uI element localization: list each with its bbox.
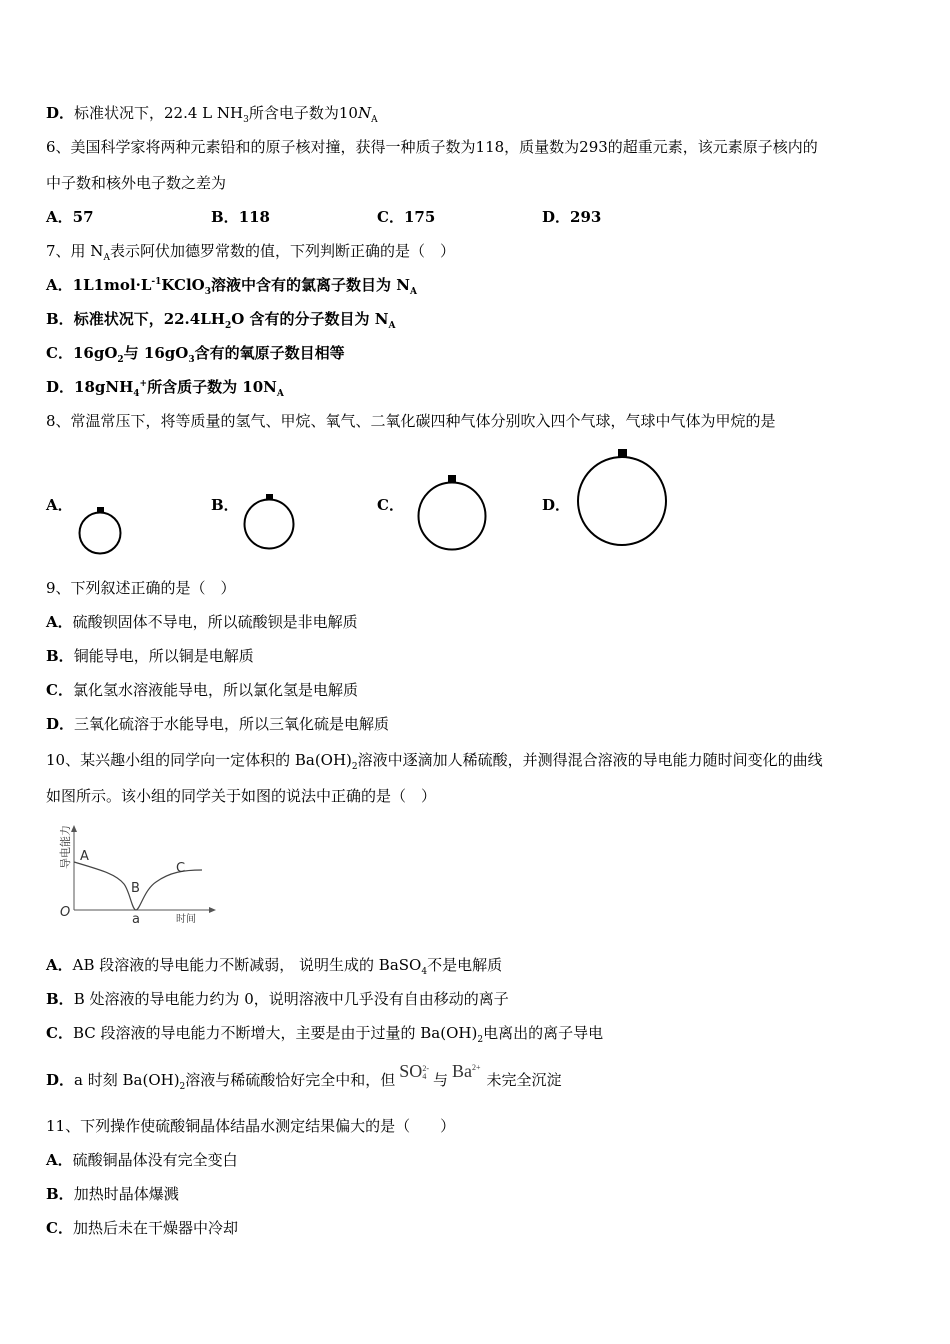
q11-stem: 11、下列操作使硫酸铜晶体结晶水测定结果偏大的是（ ） bbox=[46, 1117, 456, 1135]
q7-option-b: B．标准状况下，$22.4LH_2O$ 含有的分子数目为 $N_A$ bbox=[46, 310, 396, 331]
q11-option-b: B．加热时晶体爆溅 bbox=[46, 1185, 179, 1203]
q10-option-a: A．AB 段溶液的导电能力不断减弱， 说明生成的 BaSO$_4$不是电解质 bbox=[46, 956, 503, 977]
q10-option-d: D．a 时刻 $Ba(OH)_2$溶液与稀硫酸恰好完全中和，但 SO 2- 4 与 $Ba^{2+}$未完全沉淀 bbox=[46, 1061, 562, 1092]
option-label: D． bbox=[46, 104, 75, 122]
subscript: 3 bbox=[243, 115, 249, 125]
balloon-figures bbox=[0, 440, 950, 560]
q9-option-a: A．硫酸钡固体不导电，所以硫酸钡是非电解质 bbox=[46, 613, 358, 631]
point-a-label: A bbox=[80, 849, 89, 864]
symbol: N bbox=[357, 104, 372, 122]
point-b-label: B bbox=[131, 881, 140, 896]
q6-stem-line1: 6、美国科学家将两种元素铅和的原子核对撞，获得一种质子数为118，质量数为293的超重元素，该元素原子核内的 bbox=[46, 138, 818, 156]
option-text: 标准状况下，22.4 L NH bbox=[74, 104, 244, 122]
y-axis-label: 导电能力 bbox=[59, 825, 72, 869]
q9-option-d: D．三氧化硫溶于水能导电，所以三氧化硫是电解质 bbox=[46, 715, 390, 733]
q6-option-a: A．57 bbox=[46, 208, 94, 226]
q8-label-a: A． bbox=[46, 496, 73, 514]
sulfate-ion: SO 2- 4 bbox=[399, 1061, 429, 1081]
q10-stem-line2: 如图所示。该小组的同学关于如图的说法中正确的是（ ） bbox=[46, 787, 437, 805]
q8-label-b: B． bbox=[211, 496, 239, 514]
q10-stem-line1: 10、某兴趣小组的同学向一定体积的 $Ba(OH)_2$溶液中逐滴加人稀硫酸，并测得混合溶液的导电能力随时间变化的曲线 bbox=[46, 751, 823, 772]
q6-option-c: C．175 bbox=[377, 208, 436, 226]
q9-option-b: B．铜能导电，所以铜是电解质 bbox=[46, 647, 254, 665]
subscript: A bbox=[371, 115, 378, 125]
balloon-d bbox=[578, 449, 666, 545]
balloon-c bbox=[419, 475, 486, 550]
q6-option-b: B．118 bbox=[211, 208, 270, 226]
q8-label-d: D． bbox=[542, 496, 571, 514]
q7-stem: 7、用 $N_A$表示阿伏加德罗常数的值，下列判断正确的是（ ） bbox=[46, 242, 455, 263]
option-text: 所含电子数为10 bbox=[248, 104, 358, 122]
q7-option-a: A．$1L1mol\cdot L^{-1}KClO_3$溶液中含有的氯离子数目为 $N_A$ bbox=[46, 276, 417, 297]
origin-label: O bbox=[60, 905, 71, 920]
q7-option-c: C．$16gO_2$与 $16gO_3$含有的氧原子数目相等 bbox=[46, 344, 345, 365]
point-c-label: C bbox=[176, 861, 186, 876]
q10-option-c: C．BC 段溶液的导电能力不断增大，主要是由于过量的 $Ba(OH)_2$电离出的离子导电 bbox=[46, 1024, 604, 1045]
q7-option-d: D．18gNH$_4$+所含质子数为 $10N_A$ bbox=[46, 378, 284, 399]
tick-a-label: a bbox=[132, 912, 140, 927]
q11-option-c: C．加热后未在干燥器中冷却 bbox=[46, 1219, 238, 1237]
q9-option-c: C．氯化氢水溶液能导电，所以氯化氢是电解质 bbox=[46, 681, 358, 699]
q10-option-b: B．B 处溶液的导电能力约为 0，说明溶液中几乎没有自由移动的离子 bbox=[46, 990, 509, 1008]
balloon-a bbox=[80, 507, 121, 554]
q5-option-d bbox=[46, 103, 378, 123]
q8-label-c: C． bbox=[377, 496, 404, 514]
q11-option-a: A．硫酸铜晶体没有完全变白 bbox=[46, 1151, 238, 1169]
barium-ion: $Ba^{2+}$ bbox=[452, 1061, 481, 1081]
x-axis-arrow bbox=[209, 907, 216, 913]
x-axis-label: 时间 bbox=[176, 914, 196, 925]
conductivity-graph bbox=[46, 822, 226, 932]
q9-stem: 9、下列叙述正确的是（ ） bbox=[46, 579, 236, 597]
q8-stem: 8、常温常压下，将等质量的氢气、甲烷、氧气、二氧化碳四种气体分别吹入四个气球，气球中气体为甲烷的是 bbox=[46, 412, 776, 430]
q6-stem-line2: 中子数和核外电子数之差为 bbox=[46, 174, 227, 192]
balloon-b bbox=[245, 494, 294, 549]
q6-option-d: D．293 bbox=[542, 208, 602, 226]
